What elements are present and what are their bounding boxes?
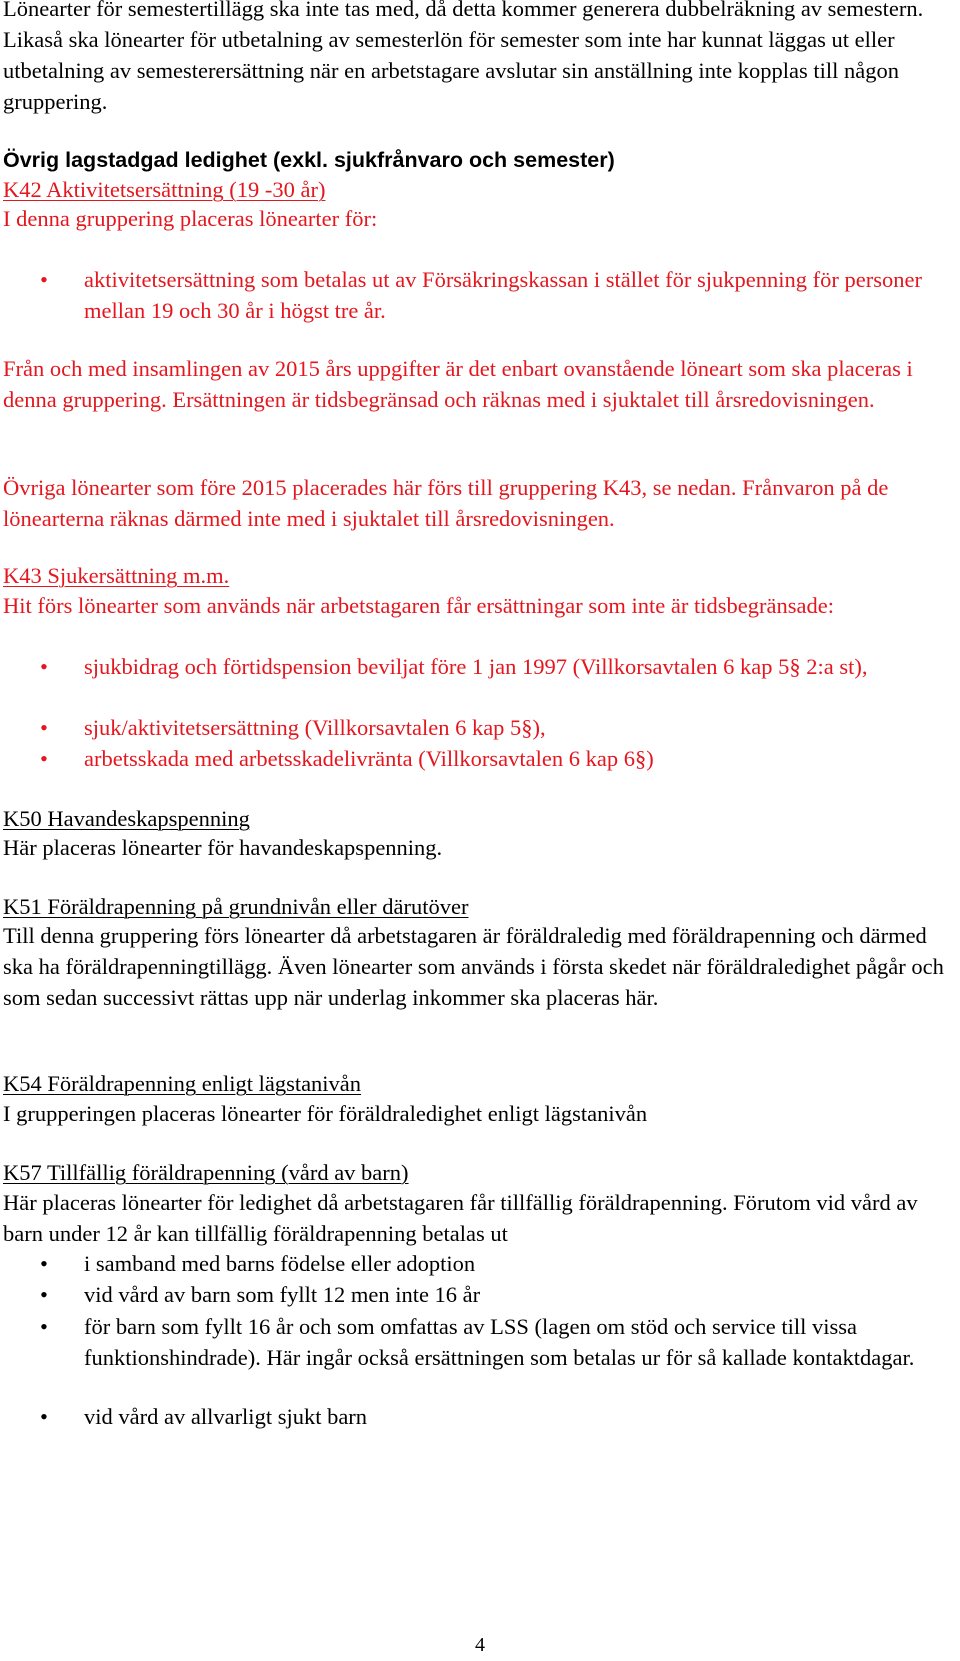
bullet-dot: • bbox=[40, 1314, 48, 1339]
k57-text: Här placeras lönearter för ledighet då arbetstagaren får tillfällig föräldrapenning. Förutom vid vård av barn under 12 år kan tillfällig föräldrapenning betalas ut bbox=[3, 1190, 918, 1246]
k57-bullet-2: vid vård av barn som fyllt 12 men inte 16 år bbox=[84, 1282, 481, 1307]
k42-intro: I denna gruppering placeras lönearter för: bbox=[3, 206, 378, 231]
bullet-dot: • bbox=[40, 746, 48, 771]
k42-title: K42 Aktivitetsersättning (19 -30 år) bbox=[3, 177, 326, 202]
k43-intro: Hit förs lönearter som används när arbetstagaren får ersättningar som inte är tidsbegränsade: bbox=[3, 593, 834, 618]
k51-title: K51 Föräldrapenning på grundnivån eller därutöver bbox=[3, 894, 469, 919]
bullet-dot: • bbox=[40, 1282, 48, 1307]
intro-paragraph bbox=[3, 0, 953, 117]
k43-title: K43 Sjukersättning m.m. bbox=[3, 563, 230, 588]
k43-bullet-1: sjukbidrag och förtidspension beviljat före 1 jan 1997 (Villkorsavtalen 6 kap 5§ 2:a st), bbox=[84, 654, 868, 679]
k57-bullet-4: vid vård av allvarligt sjukt barn bbox=[84, 1404, 368, 1429]
bullet-dot: • bbox=[40, 1251, 48, 1276]
intro-sentence-1: Lönearter för semestertillägg ska inte tas med, då detta kommer generera dubbelräkning av semestern. bbox=[3, 0, 924, 21]
bullet-dot: • bbox=[40, 1404, 48, 1429]
bullet-dot: • bbox=[40, 654, 48, 679]
k42-paragraph-2: Övriga lönearter som före 2015 placerades här förs till gruppering K43, se nedan. Frånvaron på de lönearterna räknas därmed inte med i sjuktalet till årsredovisningen. bbox=[3, 475, 889, 531]
k54-text: I grupperingen placeras lönearter för föräldraledighet enligt lägstanivån bbox=[3, 1101, 648, 1126]
k42-paragraph-1: Från och med insamlingen av 2015 års uppgifter är det enbart ovanstående löneart som ska placeras i denna gruppering. Ersättningen är tidsbegränsad och räknas med i sjuktalet till årsredovisningen. bbox=[3, 356, 913, 412]
k43-bullet-2: sjuk/aktivitetsersättning (Villkorsavtalen 6 kap 5§), bbox=[84, 715, 546, 740]
k57-title: K57 Tillfällig föräldrapenning (vård av barn) bbox=[3, 1160, 409, 1185]
intro-sentence-2: Likaså ska lönearter för utbetalning av semesterlön för semester som inte har kunnat läggas ut eller utbetalning av semesterersättning när en arbetstagare avslutar sin anställning inte kopplas till någon gruppering. bbox=[3, 27, 899, 114]
bullet-dot: • bbox=[40, 267, 48, 292]
k54-title: K54 Föräldrapenning enligt lägstanivån bbox=[3, 1071, 362, 1096]
k51-text: Till denna gruppering förs lönearter då arbetstagaren är föräldraledig med föräldrapenning och därmed ska ha föräldrapenningtillägg. Även lönearter som används i första skedet när föräldraledighet pågår och som sedan successivt rättas upp när underlag inkommer ska placeras här. bbox=[3, 923, 944, 1010]
section-heading: Övrig lagstadgad ledighet (exkl. sjukfrånvaro och semester) bbox=[3, 148, 615, 172]
k42-bullet-1: aktivitetsersättning som betalas ut av Försäkringskassan i stället för sjukpenning för personer mellan 19 och 30 år i högst tre år. bbox=[84, 267, 922, 323]
page-number: 4 bbox=[475, 1634, 485, 1656]
k57-bullet-3: för barn som fyllt 16 år och som omfattas av LSS (lagen om stöd och service till vissa funktionshindrade). Här ingår också ersättningen som betalas ur för så kallade kontaktdagar. bbox=[84, 1314, 915, 1370]
k50-text: Här placeras lönearter för havandeskapspenning. bbox=[3, 835, 443, 860]
bullet-dot: • bbox=[40, 715, 48, 740]
k50-title: K50 Havandeskapspenning bbox=[3, 806, 250, 831]
k57-bullet-1: i samband med barns födelse eller adoption bbox=[84, 1251, 476, 1276]
k43-bullet-3: arbetsskada med arbetsskadelivränta (Villkorsavtalen 6 kap 6§) bbox=[84, 746, 654, 771]
